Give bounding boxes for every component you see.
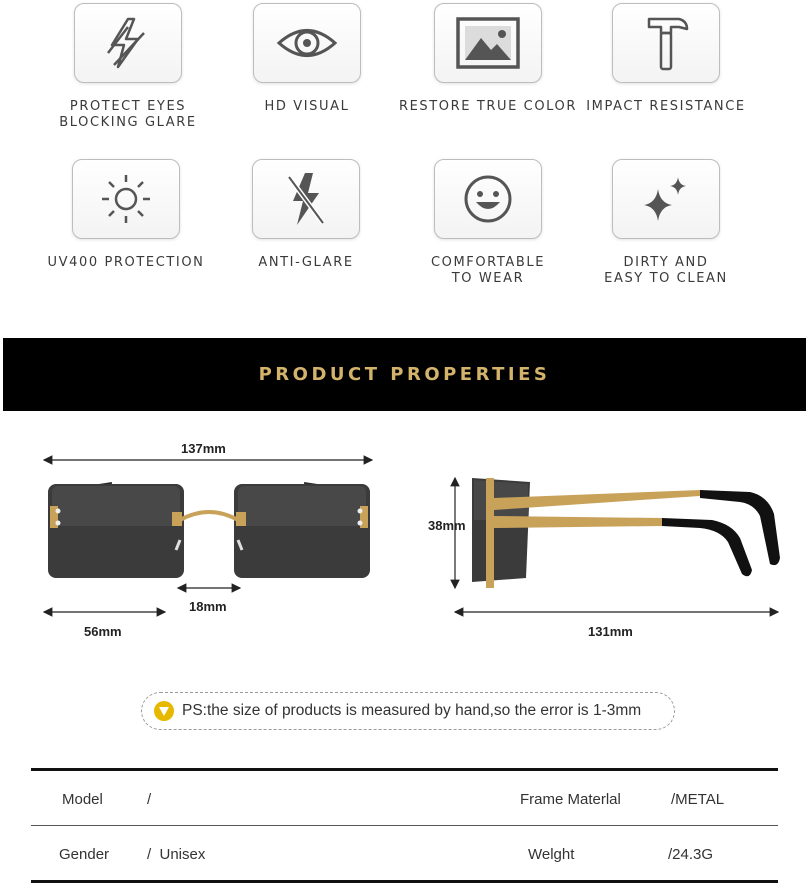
table-row (31, 771, 778, 825)
feature-box (612, 3, 720, 83)
feature-label: DIRTY AND EASY TO CLEAN (604, 255, 728, 286)
table-row (31, 825, 778, 880)
feature-anti-glare (216, 159, 396, 271)
hammer-icon (641, 13, 691, 73)
model-value: / (147, 791, 152, 808)
feature-label: IMPACT RESISTANCE (586, 99, 746, 114)
weight-label: Welght (528, 846, 575, 863)
dim-lens-height: 38mm (428, 518, 466, 533)
anti-glare-icon (281, 169, 331, 229)
properties-table (31, 768, 778, 883)
dimension-diagram (0, 420, 809, 650)
feature-uv400 (36, 159, 216, 271)
feature-label: COMFORTABLE TO WEAR (430, 255, 546, 286)
frame-material-label: Frame Materlal (520, 791, 621, 808)
feature-box (252, 159, 360, 239)
feature-box (253, 3, 361, 83)
feature-label: HD VISUAL (264, 99, 350, 114)
model-label: Model (62, 791, 103, 808)
glasses-side-view (472, 478, 780, 588)
note-text: PS:the size of products is measured by hand,so the error is 1-3mm (182, 702, 642, 719)
feature-impact-resistance (576, 3, 756, 115)
feature-box (74, 3, 182, 83)
smiley-icon (461, 172, 515, 226)
lightning-slash-icon (98, 13, 158, 73)
eye-icon (275, 18, 339, 68)
landscape-picture-icon (455, 16, 521, 70)
dim-lens-width: 56mm (84, 624, 122, 639)
sun-icon (98, 171, 154, 227)
feature-box (72, 159, 180, 239)
feature-label: RESTORE TRUE COLOR (398, 99, 578, 114)
feature-comfortable (398, 159, 578, 287)
measurement-note (141, 692, 675, 730)
glasses-front-view (48, 482, 370, 578)
gender-label: Gender (59, 846, 110, 863)
feature-box (434, 159, 542, 239)
banner-title: PRODUCT PROPERTIES (258, 364, 551, 385)
feature-easy-clean (576, 159, 756, 287)
dim-total-width: 137mm (181, 441, 226, 456)
feature-box (434, 3, 542, 83)
dim-temple-length: 131mm (588, 624, 633, 639)
sparkle-icon (636, 169, 696, 229)
feature-box (612, 159, 720, 239)
frame-material-value: /METAL (671, 791, 725, 808)
warning-icon (154, 701, 174, 721)
gender-value: / Unisex (147, 846, 206, 863)
feature-label: PROTECT EYES BLOCKING GLARE (59, 99, 197, 130)
weight-value: /24.3G (668, 846, 714, 863)
product-properties-banner (3, 338, 806, 411)
feature-true-color (398, 3, 578, 115)
feature-label: ANTI-GLARE (258, 255, 354, 270)
feature-label: UV400 PROTECTION (47, 255, 205, 270)
dim-bridge: 18mm (189, 599, 227, 614)
feature-hd-visual (217, 3, 397, 115)
feature-protect-eyes (38, 3, 218, 131)
